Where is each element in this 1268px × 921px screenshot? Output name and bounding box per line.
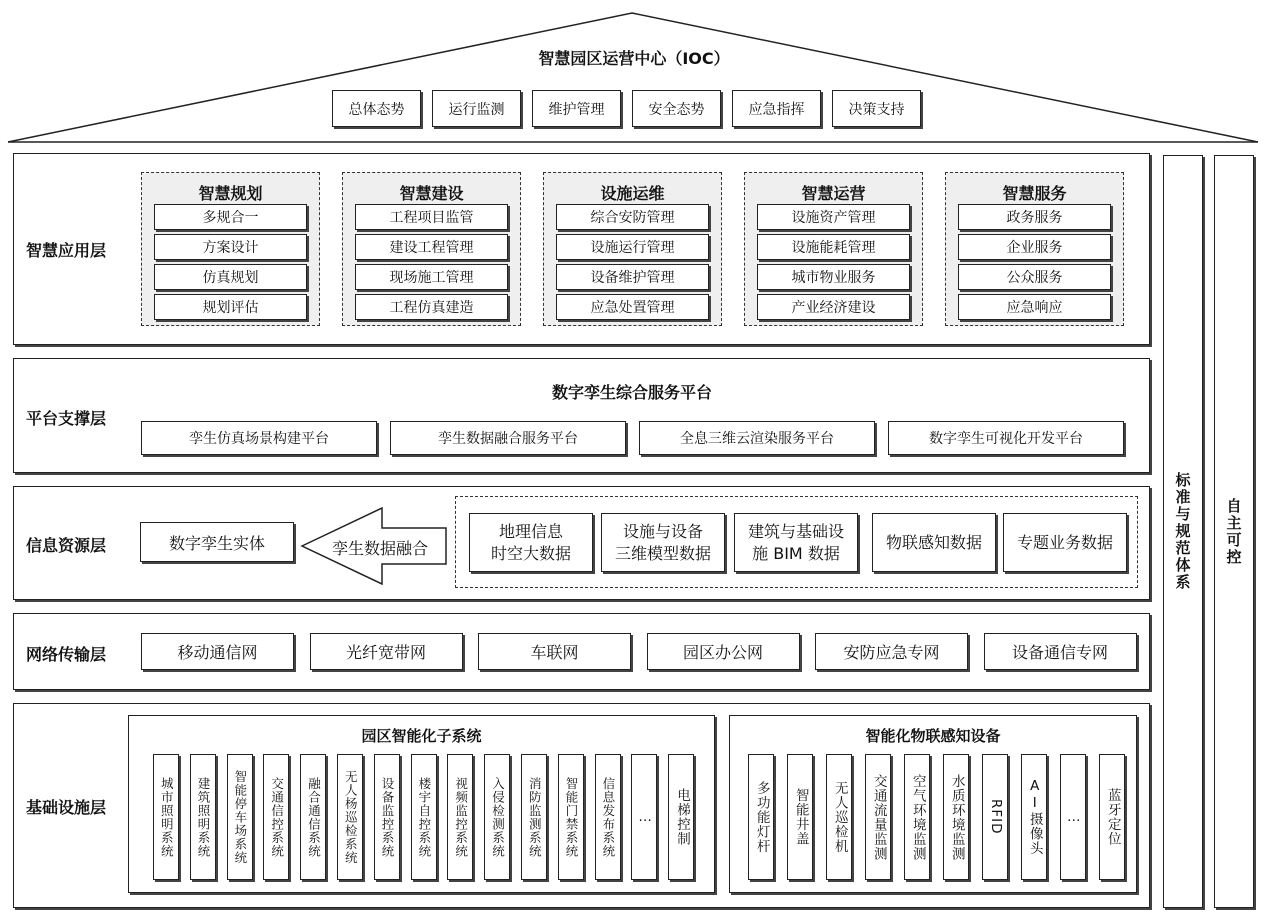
ioc-item: 安全态势 [632,90,721,127]
device-text: RFID [987,799,1004,835]
infra-layer-label: 基础设施层 [26,798,107,817]
device-text: 无人巡检机 [831,780,848,854]
app-item: 建设工程管理 [355,234,508,260]
network-item: 设备通信专网 [984,633,1137,670]
ioc-item: 维护管理 [532,90,621,127]
subsystem-text: 智能停车场系统 [232,769,248,865]
subsystem-item [190,754,216,880]
device-item [787,754,813,880]
ioc-item: 总体态势 [332,90,421,127]
network-item: 车联网 [478,633,631,670]
app-item: 公众服务 [958,264,1111,290]
device-item [826,754,852,880]
autonomy-bar [1214,155,1254,908]
app-item: 设施能耗管理 [757,234,910,260]
app-item: 综合安防管理 [556,204,709,230]
info-layer-label: 信息资源层 [26,536,107,555]
subsystem-item [631,754,657,880]
subsystem-text: 城市照明系统 [159,776,175,858]
subsystem-text: 入侵检测系统 [490,776,506,858]
app-item: 政务服务 [958,204,1111,230]
ioc-title: 智慧园区运营中心（IOC） [538,49,730,68]
subsystem-item [521,754,547,880]
app-group-title: 智慧服务 [1002,184,1067,203]
app-item: 现场施工管理 [355,264,508,290]
subsystem-item [300,754,326,880]
app-item: 应急响应 [958,294,1111,320]
device-text: AI摄像头 [1026,778,1043,856]
subsystem-item [558,754,584,880]
device-text: 交通流量监测 [870,773,887,861]
device-text: 蓝牙定位 [1104,788,1121,846]
subsystem-item [153,754,179,880]
subsystem-item [595,754,621,880]
roof-outline [0,0,1268,150]
device-text: 水质环境监测 [948,773,965,861]
subsystem-item [374,754,400,880]
app-item: 产业经济建设 [757,294,910,320]
app-item: 企业服务 [958,234,1111,260]
app-item: 工程仿真建造 [355,294,508,320]
fusion-arrow-label: 孪生数据融合 [331,539,428,558]
subsystem-text: 电梯控制 [673,788,690,846]
app-item: 设施资产管理 [757,204,910,230]
app-item: 设备维护管理 [556,264,709,290]
device-text: 智能井盖 [792,788,809,846]
subsystem-text: 无人杨巡检系统 [343,769,359,865]
app-item: 多规合一 [154,204,307,230]
ioc-item: 决策支持 [832,90,921,127]
data-source-box: 建筑与基础设 施 BIM 数据 [734,513,858,572]
app-layer-label: 智慧应用层 [26,241,107,260]
subsystem-text: 消防监测系统 [527,776,543,858]
data-source-box: 地理信息 时空大数据 [469,513,593,572]
subsystem-text: 融合通信系统 [306,776,322,858]
subsystem-text: 智能门禁系统 [564,776,580,858]
app-item: 规划评估 [154,294,307,320]
subsystem-item [227,754,253,880]
ioc-item: 运行监测 [432,90,521,127]
subsystem-item [263,754,289,880]
app-item: 城市物业服务 [757,264,910,290]
network-item: 移动通信网 [141,633,294,670]
app-item: 方案设计 [154,234,307,260]
subsystem-item [484,754,510,880]
platform-title: 数字孪生综合服务平台 [551,383,712,402]
platform-item: 孪生数据融合服务平台 [390,421,626,455]
standards-bar [1163,155,1203,908]
twin-entity-box: 数字孪生实体 [140,522,294,562]
devices-title: 智能化物联感知设备 [865,727,1001,745]
subsystem-item [411,754,437,880]
subsystem-text: 交通信控系统 [269,776,285,858]
data-source-box: 专题业务数据 [1003,513,1127,572]
autonomy-label: 自主可控 [1224,497,1243,566]
data-source-box: 设施与设备 三维模型数据 [601,513,725,572]
app-group-title: 智慧建设 [399,184,464,203]
subsystem-text: 视频监控系统 [453,776,469,858]
device-text: … [1065,808,1082,826]
platform-layer-label: 平台支撑层 [26,409,107,428]
network-item: 园区办公网 [647,633,800,670]
subsystem-item [668,754,694,880]
app-group-title: 智慧规划 [198,184,263,203]
platform-item: 孪生仿真场景构建平台 [141,421,377,455]
platform-item: 全息三维云渲染服务平台 [639,421,875,455]
subsystem-text: 信息发布系统 [600,776,616,858]
platform-item: 数字孪生可视化开发平台 [888,421,1124,455]
subsystem-item [447,754,473,880]
device-item [748,754,774,880]
device-item [943,754,969,880]
network-layer-label: 网络传输层 [26,645,107,664]
app-item: 仿真规划 [154,264,307,290]
device-item [1099,754,1125,880]
device-item [1060,754,1086,880]
subsystem-text: … [637,808,654,826]
app-group-title: 设施运维 [600,184,665,203]
app-group-title: 智慧运营 [801,184,866,203]
data-source-box: 物联感知数据 [872,513,996,572]
device-item [865,754,891,880]
subsystem-text: 建筑照明系统 [196,776,212,858]
network-item: 安防应急专网 [815,633,968,670]
subsystem-text: 设备监控系统 [380,776,396,858]
network-item: 光纤宽带网 [310,633,463,670]
app-item: 应急处置管理 [556,294,709,320]
subsystem-text: 楼宇自控系统 [416,776,432,858]
platform-layer [13,358,1150,473]
device-text: 多功能灯杆 [753,780,770,854]
subsystems-title: 园区智能化子系统 [361,727,482,745]
device-item [982,754,1008,880]
ioc-item: 应急指挥 [732,90,821,127]
device-item [1021,754,1047,880]
device-text: 空气环境监测 [909,773,926,861]
device-item [904,754,930,880]
app-item: 工程项目监管 [355,204,508,230]
app-item: 设施运行管理 [556,234,709,260]
standards-label: 标准与规范体系 [1173,472,1192,591]
subsystem-item [337,754,363,880]
